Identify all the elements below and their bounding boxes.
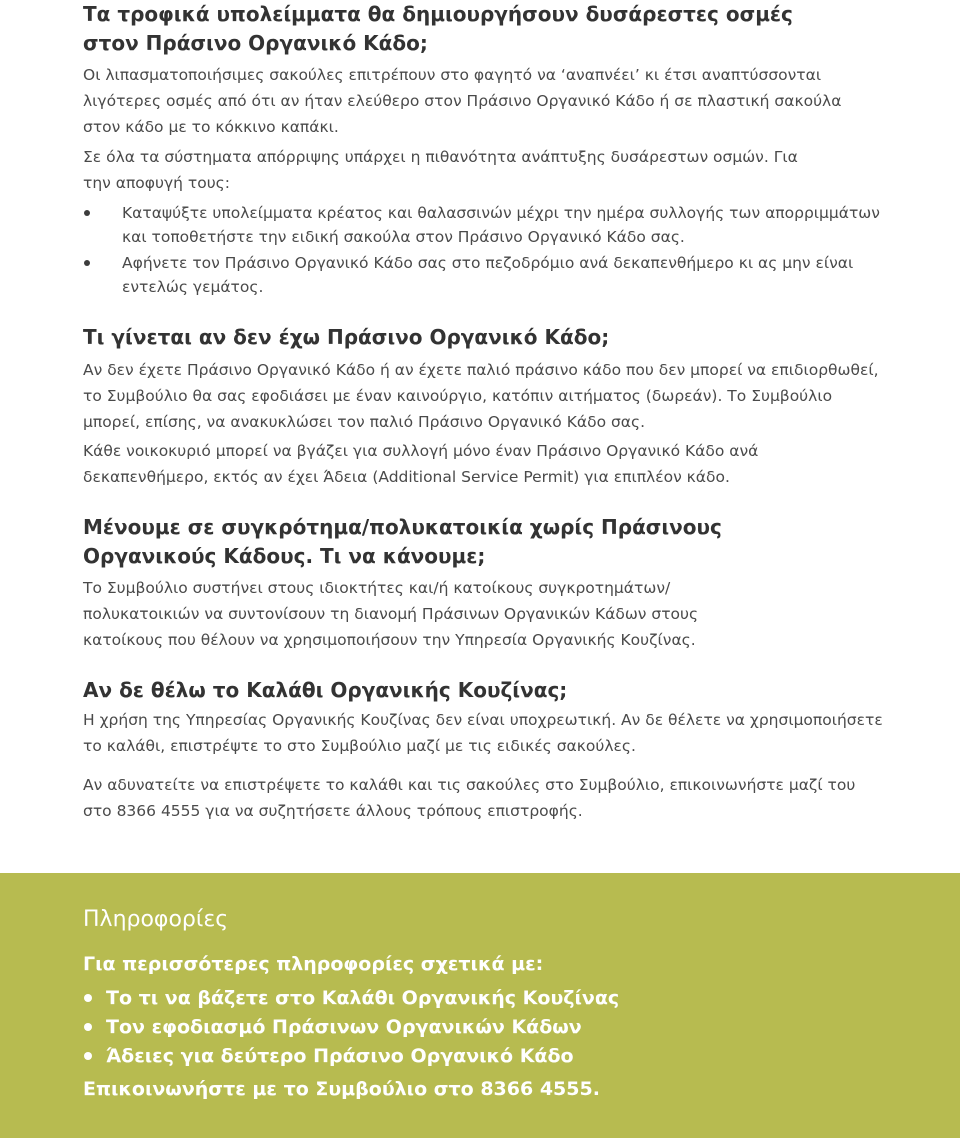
no-bin-paragraph-1: Αν δεν έχετε Πράσινο Οργανικό Κάδο ή αν έχετε παλιό πράσινο κάδο που δεν μπορεί να επιδιορθωθεί, το Συμβούλιο θα σας εφοδιάσει με έναν καινούργιο, κατόπιν αιτήματος (δωρεάν). Το Συμβούλιο μπορεί, επίσης, να ανακυκλώσει τον παλιό Πράσινο Οργανικό Κάδο σας. — [83, 361, 879, 431]
list-item — [83, 251, 883, 299]
list-item-text: Άδειες για δεύτερο Πράσινο Οργανικό Κάδο — [106, 1045, 574, 1067]
list-item — [83, 1042, 619, 1071]
info-subtitle: Για περισσότερες πληροφορίες σχετικά με: — [83, 953, 544, 975]
apartment-paragraph: Το Συμβούλιο συστήνει στους ιδιοκτήτες και/ή κατοίκους συγκροτημάτων/πολυκατοικιών να συντονίσουν τη διανομή Πράσινων Οργανικών Κάδων στους κατοίκους που θέλουν να χρησιμοποιήσουν την Υπηρεσία Οργανικής Κουζίνας. — [83, 579, 699, 649]
list-item — [83, 201, 883, 249]
no-bin-heading: Τι γίνεται αν δεν έχω Πράσινο Οργανικό Κάδο; — [83, 325, 610, 349]
list-item — [83, 984, 619, 1013]
bullet-icon — [84, 210, 90, 216]
odour-paragraph-2: Σε όλα τα σύστηματα απόρριψης υπάρχει η πιθανότητα ανάπτυξης δυσάρεστων οσμών. Για την αποφυγή τους: — [83, 148, 798, 192]
opt-out-paragraph-2: Αν αδυνατείτε να επιστρέψετε το καλάθι και τις σακούλες στο Συμβούλιο, επικοινωνήστε μαζί του στο 8366 4555 για να συζητήσετε άλλους τρόπους επιστροφής. — [83, 776, 856, 820]
odour-tips-list — [83, 201, 883, 299]
list-item-text: Αφήνετε τον Πράσινο Οργανικό Κάδο σας στο πεζοδρόμιο ανά δεκαπενθήμερο κι ας μην είναι εντελώς γεμάτος. — [122, 254, 854, 296]
contact-line: Επικοινωνήστε με το Συμβούλιο στο 8366 4555. — [83, 1078, 600, 1100]
opt-out-heading: Αν δε θέλω το Καλάθι Οργανικής Κουζίνας; — [83, 678, 568, 702]
info-topics-list — [83, 984, 619, 1071]
bullet-icon — [84, 1023, 92, 1031]
info-title: Πληροφορίες — [83, 907, 229, 932]
apartment-heading: Μένουμε σε συγκρότημα/πολυκατοικία χωρίς Πράσινους Οργανικούς Κάδους. Τι να κάνουμε; — [83, 515, 722, 568]
list-item — [83, 1013, 619, 1042]
odour-paragraph-1: Οι λιπασματοποιήσιμες σακούλες επιτρέπουν στο φαγητό να ‘αναπνέει’ κι έτσι αναπτύσσονται λιγότερες οσμές από ότι αν ήταν ελεύθερο στον Πράσινο Οργανικό Κάδο ή σε πλαστική σακούλα στον κάδο με το κόκκινο καπάκι. — [83, 66, 842, 136]
list-item-text: Το τι να βάζετε στο Καλάθι Οργανικής Κουζίνας — [106, 987, 620, 1009]
list-item-text: Καταψύξτε υπολείμματα κρέατος και θαλασσινών μέχρι την ημέρα συλλογής των απορριμμάτων και τοποθετήστε την ειδική σακούλα στον Πράσινο Οργανικό Κάδο σας. — [122, 204, 880, 246]
bullet-icon — [84, 1052, 92, 1060]
no-bin-paragraph-2: Κάθε νοικοκυριό μπορεί να βγάζει για συλλογή μόνο έναν Πράσινο Οργανικό Κάδο ανά δεκαπενθήμερο, εκτός αν έχει Άδεια (Additional Service Permit) για επιπλέον κάδο. — [83, 442, 759, 486]
bullet-icon — [84, 994, 92, 1002]
bullet-icon — [84, 260, 90, 266]
info-panel — [0, 873, 960, 1138]
list-item-text: Τον εφοδιασμό Πράσινων Οργανικών Κάδων — [106, 1016, 582, 1038]
odour-heading: Τα τροφικά υπολείμματα θα δημιουργήσουν δυσάρεστες οσμές στον Πράσινο Οργανικό Κάδο; — [83, 2, 793, 55]
opt-out-paragraph-1: Η χρήση της Υπηρεσίας Οργανικής Κουζίνας δεν είναι υποχρεωτική. Αν δε θέλετε να χρησιμοποιήσετε το καλάθι, επιστρέψτε το στο Συμβούλιο μαζί με τις ειδικές σακούλες. — [83, 711, 883, 755]
